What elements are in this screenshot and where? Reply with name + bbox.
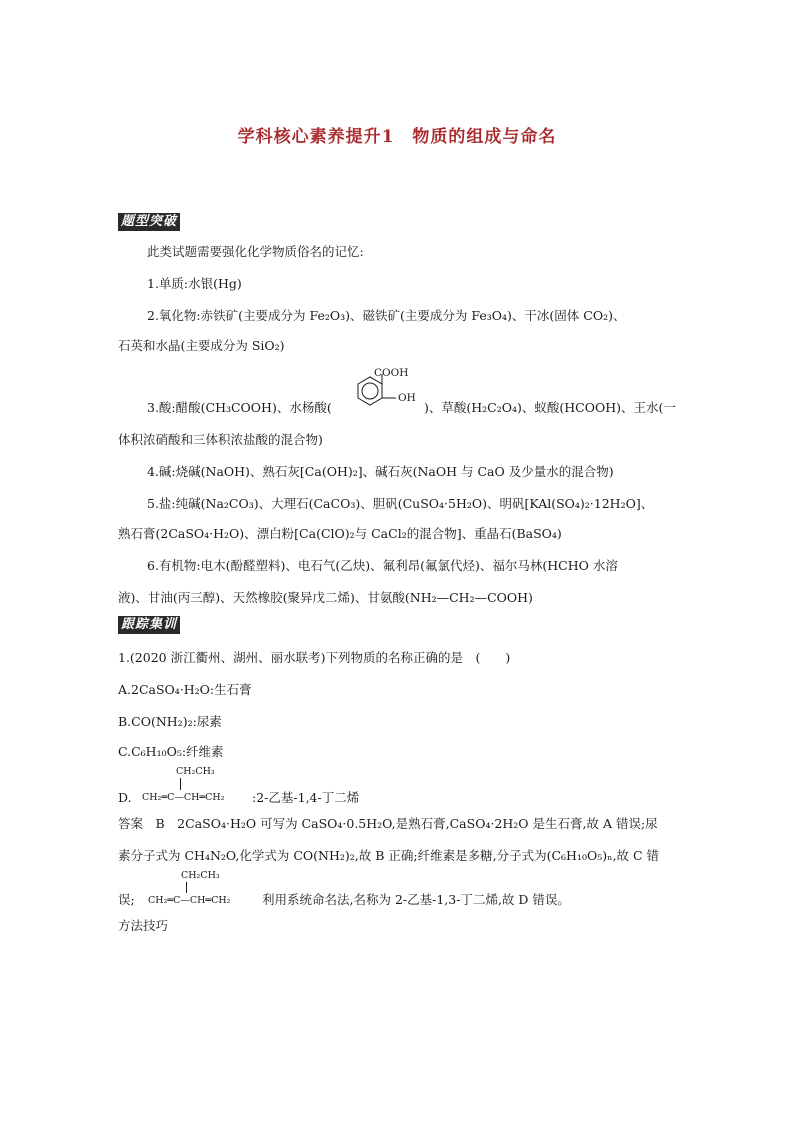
page-title: 学科核心素养提升1 物质的组成与命名 — [237, 127, 557, 147]
item-2-line-1: 2.氧化物:赤铁矿(主要成分为 Fe₂O₃)、磁铁矿(主要成分为 Fe₃O₄)、干冰(固体 CO₂)、 — [147, 308, 626, 323]
option-b: B.CO(NH₂)₂:尿素 — [118, 714, 222, 729]
option-a: A.2CaSO₄·H₂O:生石膏 — [118, 682, 252, 697]
option-d-label: D. — [118, 790, 132, 805]
item-4: 4.碱:烧碱(NaOH)、熟石灰[Ca(OH)₂]、碱石灰(NaOH 与 CaO 及少量水的混合物) — [147, 464, 614, 479]
oh-label: OH — [398, 392, 416, 404]
answer-line-1: 答案 B 2CaSO₄·H₂O 可写为 CaSO₄·0.5H₂O,是熟石膏,CaSO₄·2H₂O 是生石膏,故 A 错误;尿 — [118, 816, 658, 831]
item-6-line-2: 液)、甘油(丙三醇)、天然橡胶(聚异戊二烯)、甘氨酸(NH₂—CH₂—COOH) — [118, 590, 533, 605]
answer-structure: CH₂═C—CH═CH₂ — [148, 895, 231, 906]
answer-line-2: 素分子式为 CH₄N₂O,化学式为 CO(NH₂)₂,故 B 正确;纤维素是多糖,分子式为(C₆H₁₀O₅)ₙ,故 C 错 — [118, 848, 659, 863]
item-2-line-2: 石英和水晶(主要成分为 SiO₂) — [118, 338, 285, 353]
item-5-line-2: 熟石膏(2CaSO₄·H₂O)、漂白粉[Ca(ClO)₂与 CaCl₂的混合物]、重晶石(BaSO₄) — [118, 526, 562, 541]
answer-line-3-prefix: 误; — [118, 892, 135, 907]
item-3-line-2: 体积浓硝酸和三体积浓盐酸的混合物) — [118, 432, 323, 447]
answer-substituent: CH₂CH₃ — [181, 870, 220, 881]
question-stem: 1.(2020 浙江衢州、湖州、丽水联考)下列物质的名称正确的是 ( ) — [118, 650, 511, 665]
option-d-substituent: CH₂CH₃ — [176, 766, 215, 777]
item-1: 1.单质:水银(Hg) — [147, 276, 242, 291]
option-d-name: :2-乙基-1,4-丁二烯 — [252, 790, 360, 805]
item-6-line-1: 6.有机物:电木(酚醛塑料)、电石气(乙炔)、氟利昂(氟氯代烃)、福尔马林(HCHO 水溶 — [147, 558, 618, 573]
item-3-start: 3.酸:醋酸(CH₃COOH)、水杨酸( — [147, 400, 332, 415]
item-3-end: )、草酸(H₂C₂O₄)、蚁酸(HCOOH)、王水(一 — [424, 400, 676, 415]
answer-line-3-suffix: 利用系统命名法,名称为 2-乙基-1,3-丁二烯,故 D 错误。 — [262, 892, 570, 907]
option-c: C.C₆H₁₀O₅:纤维素 — [118, 744, 224, 759]
section-badge-training: 跟踪集训 — [118, 616, 180, 634]
cooh-label: COOH — [374, 367, 409, 379]
option-d-structure: CH₂═C—CH═CH₂ — [142, 792, 225, 803]
option-d-bond — [180, 778, 181, 790]
item-5-line-1: 5.盐:纯碱(Na₂CO₃)、大理石(CaCO₃)、胆矾(CuSO₄·5H₂O)、明矾[KAl(SO₄)₂·12H₂O]、 — [147, 496, 654, 511]
method-heading: 方法技巧 — [118, 918, 169, 933]
intro-text: 此类试题需要强化化学物质俗名的记忆: — [147, 244, 364, 259]
section-badge-breakthrough: 题型突破 — [118, 213, 180, 231]
answer-bond — [186, 882, 187, 893]
